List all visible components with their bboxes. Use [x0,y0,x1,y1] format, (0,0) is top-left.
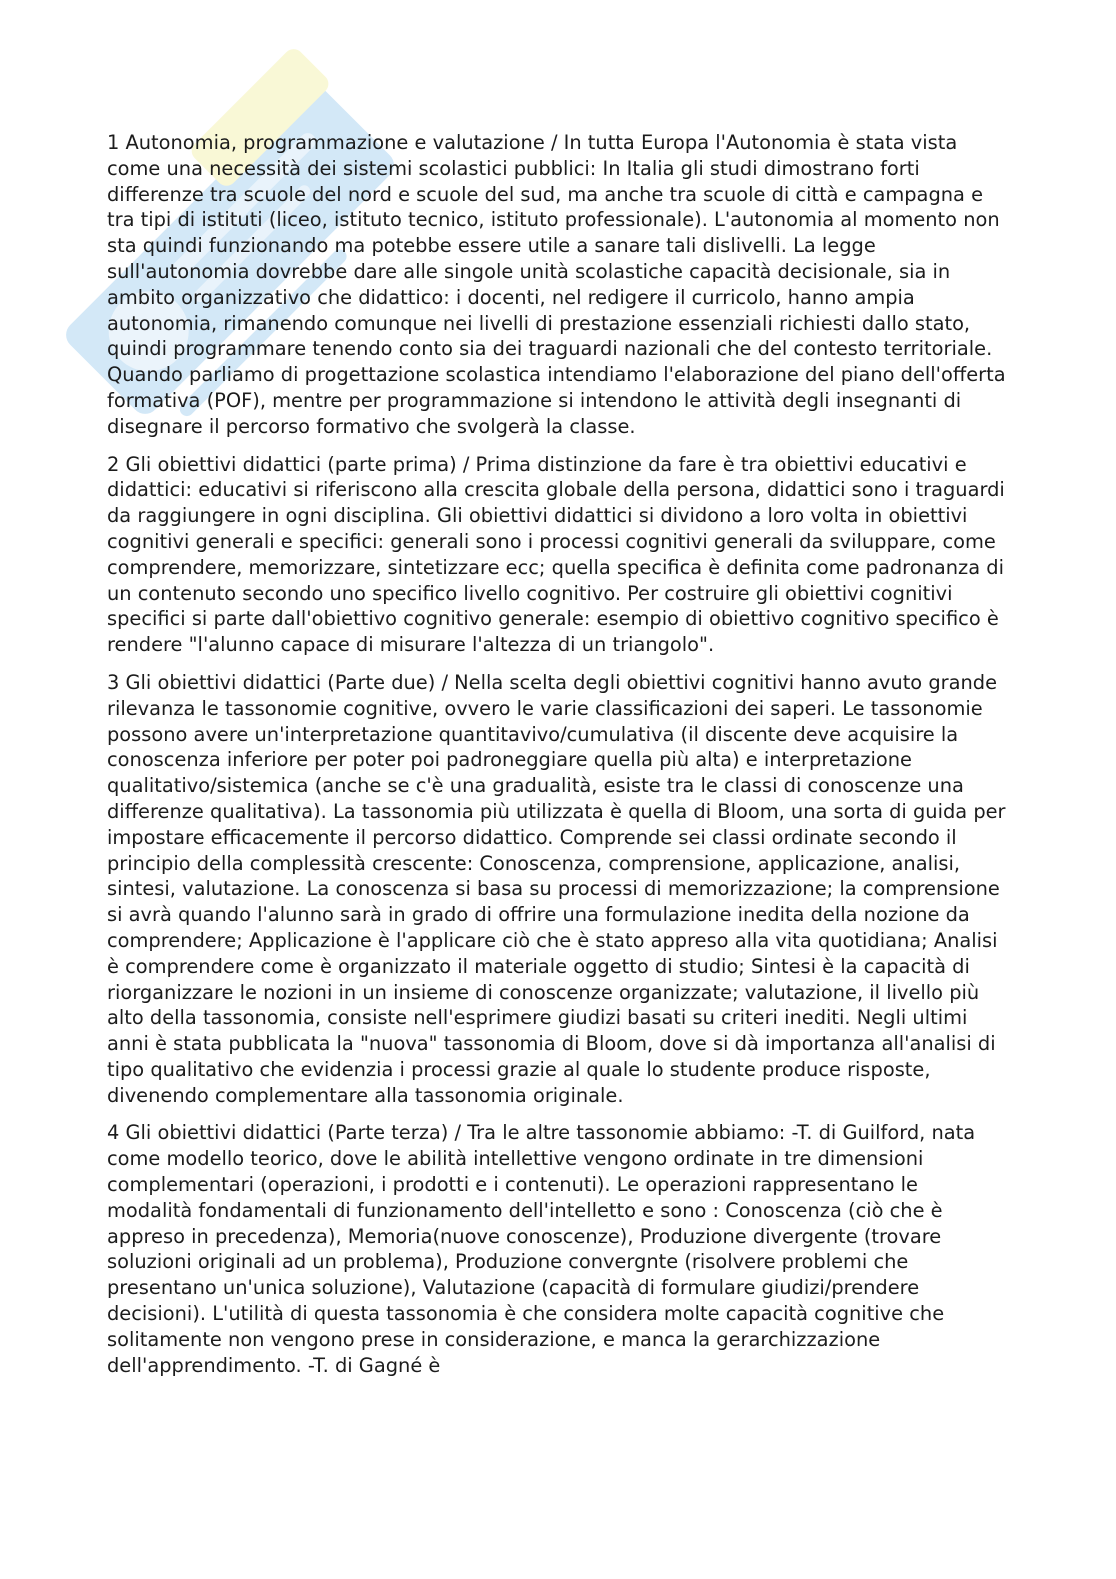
paragraph-obiettivi-parte-terza: 4 Gli obiettivi didattici (Parte terza) / Tra le altre tassonomie abbiamo: -T. di Guilford, nata come modello teorico, dove le abilità intellettive vengono ordinate in tre dimensioni complementari (operazioni, i prodotti e i contenuti). Le operazioni rappresentano le modalità fondamentali di funzionamento dell'intelletto e sono : Conoscenza (ciò che è appreso in precedenza), Memoria(nuove conoscenze), Produzione divergente (trovare soluzioni originali ad un problema), Produzione convergnte (risolvere problemi che presentano un'unica soluzione), Valutazione (capacità di formulare giudizi/prendere decisioni). L'utilità di questa tassonomia è che considera molte capacità cognitive che solitamente non vengono prese in considerazione, e manca la gerarchizzazione dell'apprendimento. -T. di Gagné è [107,1121,976,1377]
paragraph-obiettivi-parte-prima: 2 Gli obiettivi didattici (parte prima) / Prima distinzione da fare è tra obiettivi educativi e didattici: educativi si riferiscono alla crescita globale della persona, didattici sono i traguardi da raggiungere in ogni disciplina. Gli obiettivi didattici si dividono a loro volta in obiettivi cognitivi generali e specifici: generali sono i processi cognitivi generali da sviluppare, come comprendere, memorizzare, sintetizzare ecc; quella specifica è definita come padronanza di un contenuto secondo uno specifico livello cognitivo. Per costruire gli obiettivi cognitivi specifici si parte dall'obiettivo cognitivo generale: esempio di obiettivo cognitivo specifico è rendere "l'alunno capace di misurare l'altezza di un triangolo". [107,452,1005,657]
paragraph-autonomia: 1 Autonomia, programmazione e valutazione / In tutta Europa l'Autonomia è stata vista come una necessità dei sistemi scolastici pubblici: In Italia gli studi dimostrano forti differenze tra scuole del nord e scuole del sud, ma anche tra scuole di città e campagna e tra tipi di istituti (liceo, istituto tecnico, istituto professionale). L'autonomia al momento non sta quindi funzionando ma potebbe essere utile a sanare tali dislivelli. La legge sull'autonomia dovrebbe dare alle singole unità scolastiche capacità decisionale, sia in ambito organizzativo che didattico: i docenti, nel redigere il curricolo, hanno ampia autonomia, rimanendo comunque nei livelli di prestazione essenziali richiesti dallo stato, quindi programmare tenendo conto sia dei traguardi nazionali che del contesto territoriale. Quando parliamo di progettazione scolastica intendiamo l'elaborazione del piano dell'offerta formativa (POF), mentre per programmazione si intendono le attività degli insegnanti di disegnare il percorso formativo che svolgerà la classe. [107,131,1006,438]
document-body [107,130,1007,1390]
paragraph-obiettivi-parte-due: 3 Gli obiettivi didattici (Parte due) / Nella scelta degli obiettivi cognitivi hanno avuto grande rilevanza le tassonomie cognitive, ovvero le varie classificazioni dei saperi. Le tassonomie possono avere un'interpretazione quantitavivo/cumulativa (il discente deve acquisire la conoscenza inferiore per poter poi padroneggiare quella più alta) e interpretazione qualitativo/sistemica (anche se c'è una gradualità, esiste tra le classi di conoscenze una differenze qualitativa). La tassonomia più utilizzata è quella di Bloom, una sorta di guida per impostare efficacemente il percorso didattico. Comprende sei classi ordinate secondo il principio della complessità crescente: Conoscenza, comprensione, applicazione, analisi, sintesi, valutazione. La conoscenza si basa su processi di memorizzazione; la comprensione si avrà quando l'alunno sarà in grado di offrire una formulazione inedita della nozione da comprendere; Applicazione è l'applicare ciò che è stato appreso alla vita quotidiana; Analisi è comprendere come è organizzato il materiale oggetto di studio; Sintesi è la capacità di riorganizzare le nozioni in un insieme di conoscenze organizzate; valutazione, il livello più alto della tassonomia, consiste nell'esprimere giudizi basati su criteri inediti. Negli ultimi anni è stata pubblicata la "nuova" tassonomia di Bloom, dove si dà importanza all'analisi di tipo qualitativo che evidenzia i processi grazie al quale lo studente produce risposte, divenendo complementare alla tassonomia originale. [107,670,1006,1107]
